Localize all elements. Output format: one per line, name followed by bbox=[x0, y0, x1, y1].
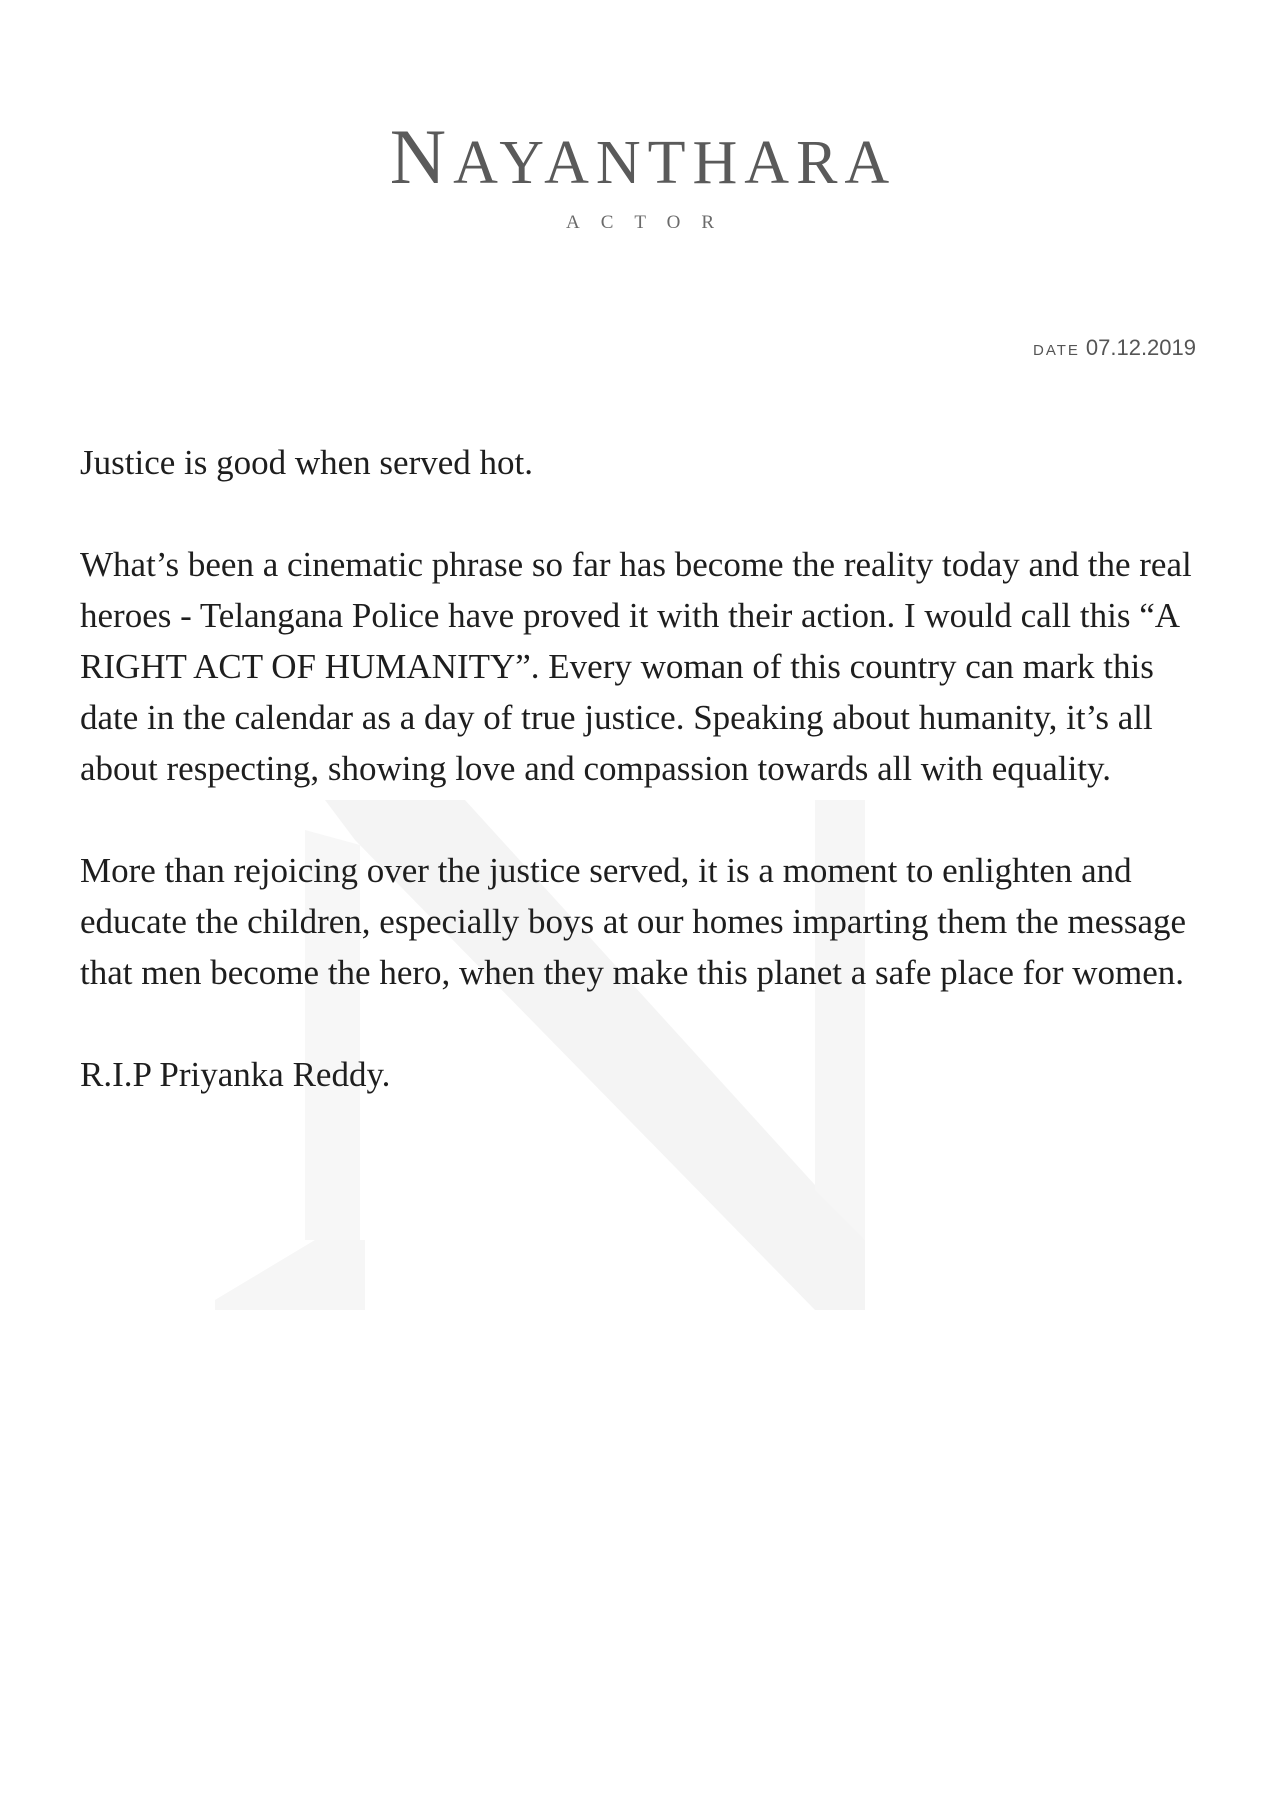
statement-paragraph: More than rejoicing over the justice served, it is a moment to enlighten and educate the children, especially boys at our homes imparting them the message that men become the hero, when they make this planet a safe place for women. bbox=[80, 851, 1187, 992]
date-value: 07.12.2019 bbox=[1085, 335, 1196, 360]
statement-paragraph: Justice is good when served hot. bbox=[80, 443, 533, 482]
brand-subtitle: ACTOR bbox=[565, 212, 736, 233]
statement-body bbox=[80, 437, 1210, 1151]
brand-name: NAYANTHARA bbox=[389, 113, 897, 200]
signoff: R.I.P Priyanka Reddy. bbox=[80, 1055, 391, 1094]
letterhead bbox=[0, 113, 1280, 234]
statement-paragraph: What’s been a cinematic phrase so far has become the reality today and the real heroes - Telangana Police have proved it with their action. I would call this “A RIGHT ACT OF HUMANITY”. Every woman of this country can mark this date in the calendar as a day of true justice. Speaking about humanity, it’s all about respecting, showing love and compassion towards all with equality. bbox=[80, 545, 1192, 788]
date-line bbox=[1033, 335, 1196, 361]
date-label: DATE bbox=[1032, 342, 1080, 359]
